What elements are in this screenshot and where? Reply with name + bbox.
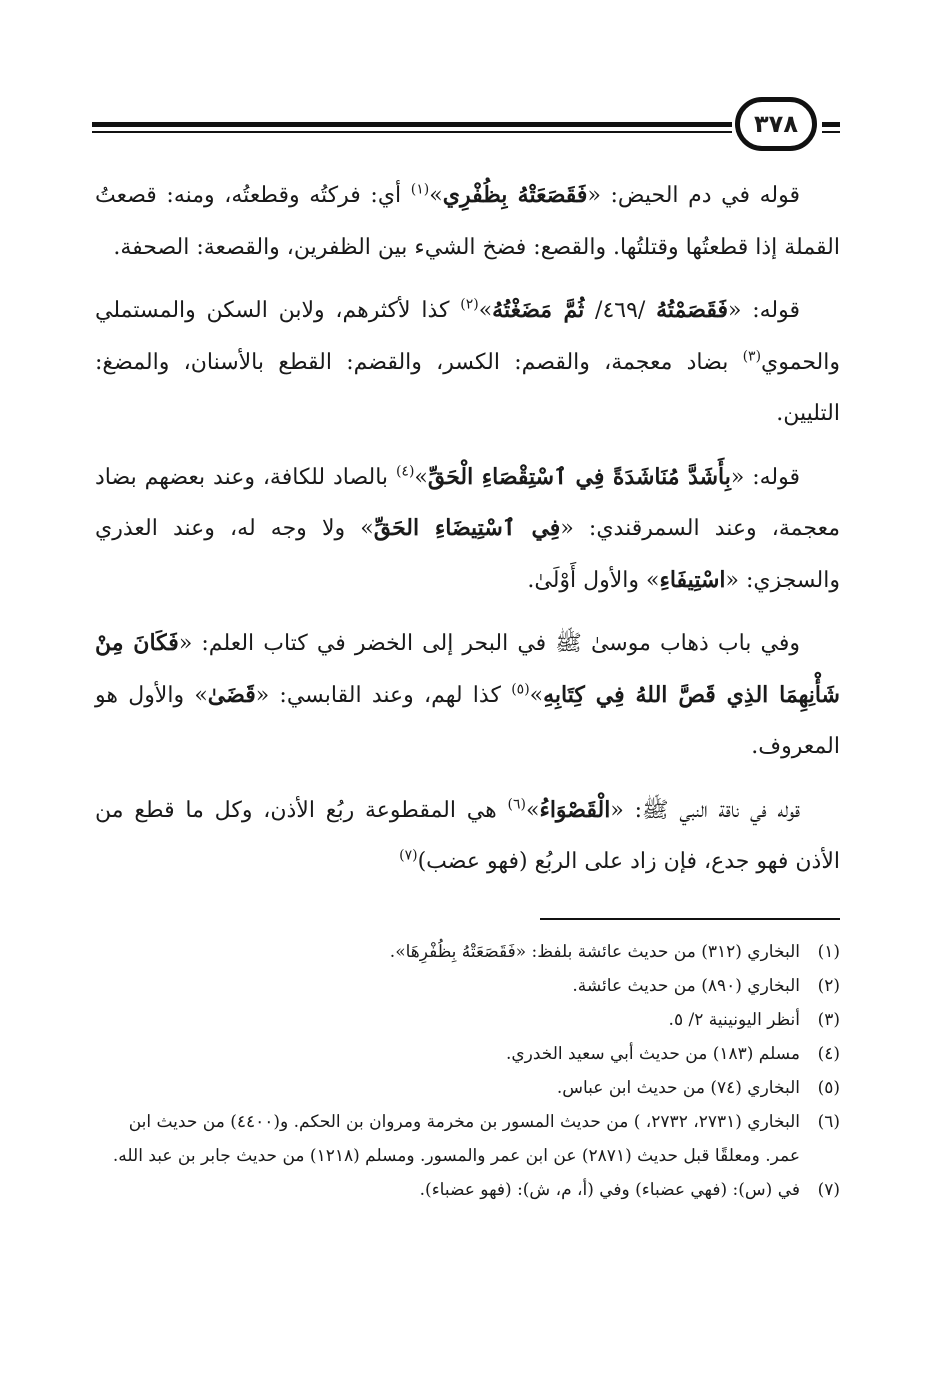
text-run: » والأول أَوْلَىٰ. (527, 567, 660, 593)
paragraph (95, 452, 840, 607)
footnote-ref: (٣) (742, 348, 762, 365)
footnote-separator (540, 918, 840, 920)
footnote-number: (٧) (817, 1180, 840, 1200)
footnote-ref: (١) (410, 181, 430, 198)
quoted-term: فَقَصَعَتْهُ بِظُفْرِي (442, 182, 588, 208)
text-run: قوله: « (730, 464, 801, 490)
text-run: كذا لهم، وعند القابسي: « (255, 682, 512, 708)
footnote (95, 1105, 840, 1173)
text-run: » (478, 298, 493, 323)
footnote-text: في (س): (فهي عضباء) وفي (أ، م، ش): (فهو عضباء). (419, 1180, 800, 1200)
text-run: كذا لأكثرهم، ولابن السكن والمستملي والحموي (95, 298, 840, 375)
quoted-term: اسْتِيفَاءِ (659, 566, 726, 593)
footnote-text: أنظر اليونينية ٢/ ٥. (668, 1010, 800, 1030)
footnote-text: البخاري (٣١٢) من حديث عائشة بلفظ: «فَقَصَعَتْهُ بِظُفْرِهَا». (389, 942, 800, 962)
quoted-term: ثُمَّ مَضَغْتُهُ (492, 297, 585, 323)
footnote-ref: (٤) (395, 463, 415, 480)
quoted-term: بِأَشَدَّ مُنَاشَدَةً فِي ٱسْتِقْصَاءِ الْحَقِّ (427, 463, 731, 490)
footnote-ref: (٥) (511, 681, 530, 698)
header-rule (92, 122, 732, 127)
footnote-number: (٢) (817, 976, 840, 996)
paragraph (95, 285, 840, 440)
footnote-ref: (٢) (460, 296, 479, 313)
footnote (95, 1037, 840, 1071)
footnote-number: (٦) (817, 1112, 840, 1132)
text-run: » (429, 183, 443, 208)
footnote-number: (١) (817, 942, 840, 962)
footnote-number: (٤) (817, 1044, 840, 1064)
text-run: هي المقطوعة ربُع الأذن، وكل ما قطع من الأذن فهو جدع، فإن زاد على الربُع (فهو عضب) (95, 797, 840, 874)
text-run: أي: فركتُه وقطعتُه، ومنه: قصعتُ القملة إذا قطعتُها وقتلتُها. والقصع: فضخ الشيء بين الظفرين، والقصعة: الصحفة. (95, 183, 840, 260)
page-number: ٣٧٨ (735, 97, 817, 151)
quoted-term: فَكَانَ مِنْ شَأْنِهِمَا الذِي قَصَّ اللهُ فِي كِتَابِهِ (95, 630, 840, 708)
footnote-number: (٥) (817, 1078, 840, 1098)
text-run: » (526, 797, 540, 823)
footnote-ref: (٦) (507, 796, 526, 813)
text-run: بالصاد للكافة، وعند بعضهم بضاد معجمة، وعند السمرقندي: « (95, 464, 840, 541)
footnote (95, 935, 840, 969)
paragraph (95, 618, 840, 773)
footnote (95, 969, 840, 1003)
footnote (95, 1071, 840, 1105)
text-run: قوله في ناقة النبي ﷺ: « (610, 797, 800, 823)
footnote (95, 1173, 840, 1207)
quoted-term: الْقَصْوَاءُ (539, 796, 611, 823)
text-run: /٤٦٩/ (584, 298, 657, 323)
footnote-text: البخاري (٢٧٣١، ٢٧٣٢، ) من حديث المسور بن مخرمة ومروان بن الحكم. و(٤٤٠٠) من حديث ابن عمر. ومعلقًا قبل حديث (٢٨٧١) عن ابن عمر والمسور. ومسلم (١٢١٨) من حديث جابر بن عبد الله. (112, 1112, 800, 1166)
footnote-number: (٣) (817, 1010, 840, 1030)
paragraph (95, 170, 840, 273)
text-run: » (529, 682, 544, 708)
text-run: وفي باب ذهاب موسىٰ ﷺ في البحر إلى الخضر في كتاب العلم: « (178, 631, 800, 656)
footnote-text: مسلم (١٨٣) من حديث أبي سعيد الخدري. (505, 1044, 800, 1064)
footnote (95, 1003, 840, 1037)
quoted-term: فِي ٱسْتِيضَاءِ الحَقِّ (373, 515, 561, 541)
header-rule-thin (92, 131, 732, 133)
footnote-ref: (٧) (399, 847, 418, 864)
footnotes (95, 935, 840, 1207)
quoted-term: قَضَىٰ (207, 681, 256, 708)
footnote-text: البخاري (٧٤) من حديث ابن عباس. (556, 1078, 800, 1098)
text-run: » والأول هو المعروف. (95, 682, 840, 759)
text-run: قوله في دم الحيض: « (587, 183, 801, 208)
header-rule-right-thin (822, 131, 840, 133)
paragraph (95, 785, 840, 888)
text-run: » (414, 464, 428, 490)
text-run: بضاد معجمة، والقصم: الكسر، والقضم: القطع بالأسنان، والمضغ: التليين. (95, 349, 840, 426)
header-rule-right (822, 122, 840, 127)
quoted-term: فَقَصَمْتُهُ (656, 297, 728, 323)
footnote-text: البخاري (٨٩٠) من حديث عائشة. (572, 976, 800, 996)
main-text (95, 170, 840, 900)
text-run: » ولا وجه له، وعند العذري والسجزي: « (95, 516, 840, 593)
text-run: قوله: « (728, 298, 801, 323)
